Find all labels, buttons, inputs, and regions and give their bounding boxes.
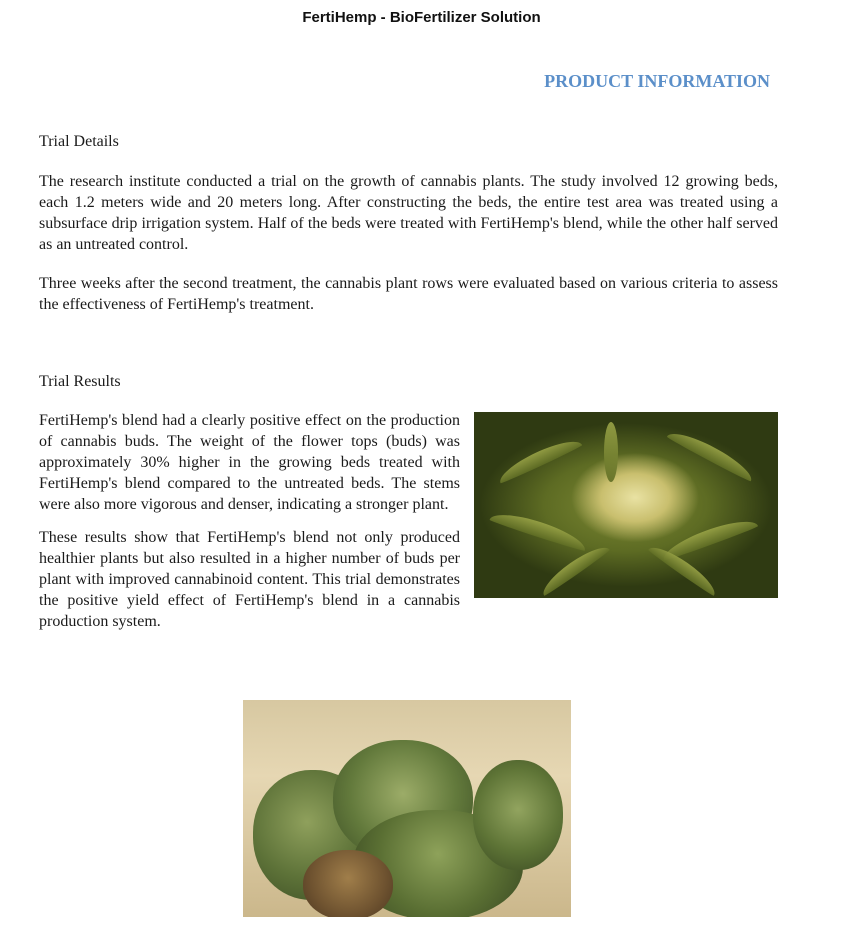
trial-results-heading: Trial Results bbox=[39, 373, 121, 390]
dried-cannabis-buds-photo bbox=[243, 700, 571, 917]
trial-results-paragraph-1: FertiHemp's blend had a clearly positive effect on the production of cannabis buds. The weight of the flower tops (buds) was approximately 30% higher in the growing beds treated with FertiHemp's blend compared to the untreated beds. The stems were also more vigorous and denser, indicating a stronger plant. bbox=[39, 412, 460, 513]
trial-details-paragraph-2: Three weeks after the second treatment, the cannabis plant rows were evaluated based on various criteria to assess the effectiveness of FertiHemp's treatment. bbox=[39, 275, 778, 313]
trial-results-body bbox=[39, 410, 778, 632]
cannabis-plant-photo bbox=[474, 412, 778, 598]
trial-details-heading: Trial Details bbox=[39, 133, 119, 150]
product-information-banner: PRODUCT INFORMATION bbox=[544, 71, 770, 91]
trial-results-paragraph-2: These results show that FertiHemp's blend not only produced healthier plants but also resulted in a higher number of buds per plant with improved cannabinoid content. This trial demonstrates the positive yield effect of FertiHemp's blend in a cannabis production system. bbox=[39, 529, 460, 630]
trial-details-paragraph-1: The research institute conducted a trial on the growth of cannabis plants. The study involved 12 growing beds, each 1.2 meters wide and 20 meters long. After constructing the beds, the entire test area was treated using a subsurface drip irrigation system. Half of the beds were treated with FertiHemp's blend, while the other half served as an untreated control. bbox=[39, 173, 778, 253]
document-header-title: FertiHemp - BioFertilizer Solution bbox=[302, 9, 541, 26]
